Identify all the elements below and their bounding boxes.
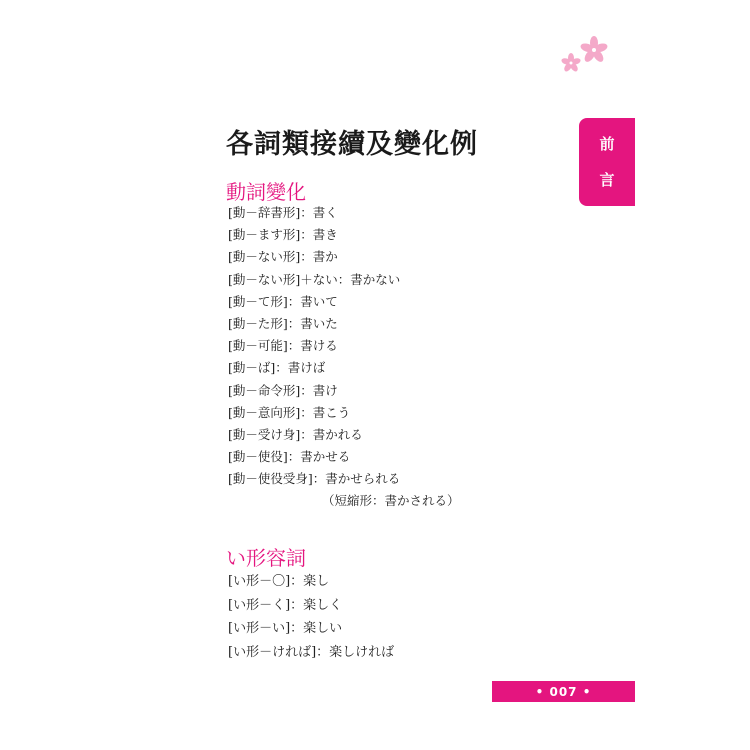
list-item: [動－意向形]：書こう bbox=[228, 404, 351, 420]
section-tab bbox=[579, 118, 635, 206]
short-form-note: （短縮形：書かされる） bbox=[322, 493, 460, 509]
list-item: [い形－〇]：楽し bbox=[228, 574, 330, 589]
list-item: [動－可能]：書ける bbox=[228, 338, 338, 354]
section-tab-char: 言 bbox=[599, 170, 615, 189]
verb-section-heading: 動詞變化 bbox=[226, 180, 306, 204]
sakura-icon bbox=[556, 36, 612, 76]
list-item: [動－ない形]：書か bbox=[228, 249, 338, 265]
section-tab-char: 前 bbox=[599, 134, 615, 153]
list-item: [動－受け身]：書かれる bbox=[228, 426, 363, 442]
list-item: [動－使役受身]：書かせられる bbox=[228, 471, 401, 487]
list-item: [動－使役]：書かせる bbox=[228, 449, 351, 465]
list-item: [動－ない形]＋ない：書かない bbox=[228, 271, 401, 287]
adjective-section-heading: い形容詞 bbox=[226, 546, 306, 570]
list-item: [い形－い]：楽しい bbox=[228, 621, 343, 636]
list-item: [動－ます形]：書き bbox=[228, 227, 338, 243]
list-item: [い形－ければ]：楽しければ bbox=[228, 644, 395, 660]
list-item: [動－辞書形]：書く bbox=[228, 205, 338, 220]
adjective-conjugation-list bbox=[228, 570, 394, 664]
page-number: • 007 • bbox=[492, 681, 635, 702]
verb-conjugation-list bbox=[228, 202, 460, 513]
list-item: [動－命令形]：書け bbox=[228, 382, 338, 398]
list-item: [動－た形]：書いた bbox=[228, 315, 338, 331]
list-item: [動－ば]：書けば bbox=[228, 360, 326, 376]
page-title: 各詞類接續及變化例 bbox=[226, 129, 478, 160]
list-item-note bbox=[228, 490, 460, 512]
list-item: [い形－く]：楽しく bbox=[228, 597, 343, 613]
list-item: [動－て形]：書いて bbox=[228, 293, 338, 309]
